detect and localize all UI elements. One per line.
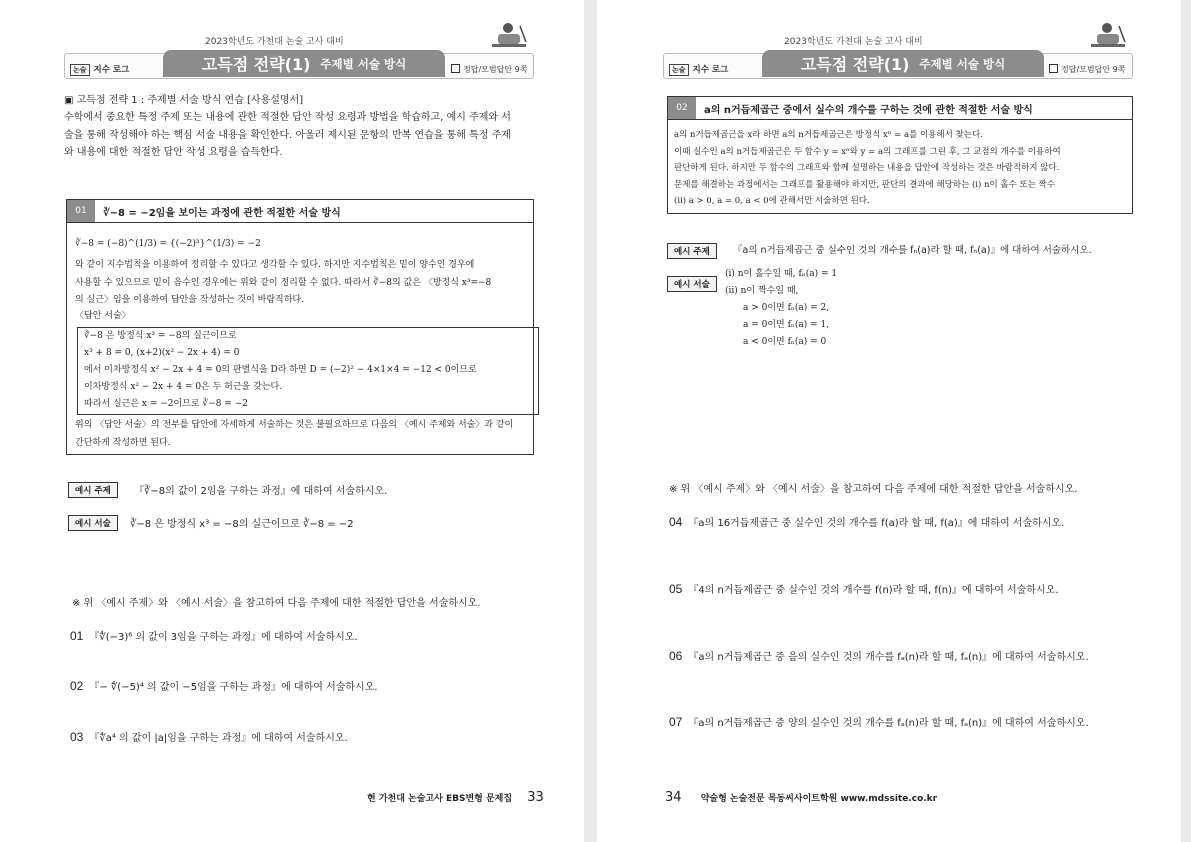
header-answer-ref: 정답/모범답안 9쪽 — [1049, 64, 1125, 75]
right-page — [597, 0, 1181, 842]
question-02: 02 『− ∜(−5)⁴ 의 값이 −5임을 구하는 과정』에 대하여 서술하시오. — [70, 679, 378, 693]
section-number: 02 — [668, 97, 696, 119]
section-01-explanation: 와 같이 지수법칙을 이용하여 정리할 수 있다고 생각할 수 있다. 하지만 지수법칙은 밑이 양수인 경우에 사용할 수 있으므로 밑이 음수인 경우에는 위와 같이 정리할 수 없다. 따라서 ∛−8의 값은 〈방정식 x³=−8 의 실근〉임을 이용하여 답안을 작성하는 것이 바람직하다. — [75, 260, 492, 305]
checkbox-icon — [451, 64, 460, 73]
checkbox-icon — [1049, 64, 1058, 73]
example-desc-label: 예시 서술 — [667, 276, 717, 292]
answer-box — [77, 327, 539, 415]
footer-text: 약술형 논술전문 목동씨사이트학원 www.mdssite.co.kr — [700, 794, 938, 804]
section-02-header — [668, 97, 1132, 120]
right-footer — [665, 790, 937, 805]
after-answer-text: 위의 〈답안 서술〉의 전부를 답안에 자세하게 서술하는 것은 불필요하므로 다음의 〈예시 주제와 서술〉과 같이 간단하게 작성하면 된다. — [75, 420, 514, 448]
header-title-tab — [762, 50, 1044, 77]
header-subtitle: 주제별 서술 방식 — [919, 56, 1006, 71]
student-illustration-icon — [1087, 20, 1129, 50]
example-desc-text: (ⅰ) n이 홀수일 때, fₙ(a) = 1 (ⅱ) n이 짝수일 때, a > 0이면 fₙ(a) = 2, a = 0이면 fₙ(a) = 1, a < 0이면 fₙ(a) = 0 — [725, 269, 838, 347]
example-topic-text: 『a의 n거듭제곱근 중 실수인 것의 개수를 fₙ(a)라 할 때, fₙ(a)』에 대하여 서술하시오. — [733, 245, 1092, 256]
section-02-explanation: a의 n거듭제곱근을 x라 하면 a의 n거듭제곱근은 방정식 xⁿ = a를 이용해서 찾는다. 이때 실수인 a의 n거듭제곱근은 두 함수 y = xⁿ와 y = a의 그래프를 그린 후, 그 교점의 개수를 이용하여 판단하게 된다. 하지만 두 함수의 그래프와 함께 설명하는 내용을 답안에 작성하는 것은 바람직하지 않다. 문제를 해결하는 과정에서는 그래프를 활용해야 하지만, 판단의 결과에 해당하는 (ⅰ) n이 홀수 또는 짝수 (ⅱ) a > 0, a = 0, a < 0에 관해서만 서술하면 된다. — [674, 130, 1061, 206]
page-number: 34 — [665, 790, 682, 805]
question-03: 03 『∜a⁴ 의 값이 |a|임을 구하는 과정』에 대하여 서술하시오. — [70, 730, 348, 744]
section-number: 01 — [67, 200, 95, 222]
section-01-box — [66, 199, 534, 455]
example-desc-text: ∛−8 은 방정식 x³ = −8의 실근이므로 ∛−8 = −2 — [130, 519, 354, 530]
answer-text: ∛−8 은 방정식 x³ = −8의 실근이므로 x³ + 8 = 0, (x+2)(x² − 2x + 4) = 0 에서 이차방정식 x² − 2x + 4 = 0의 판별식을 D라 하면 D = (−2)² − 4×1×4 = −12 < 0이므로 이차방정식 x² − 2x + 4 = 0은 두 허근을 갖는다. 따라서 실근은 x = −2이므로 ∛−8 = −2 — [84, 331, 477, 409]
header-title-tab — [163, 50, 445, 77]
example-topic-label: 예시 주제 — [667, 243, 717, 259]
header-answer-ref: 정답/모범답안 9쪽 — [451, 64, 527, 75]
header-title: 고득점 전략(1) — [800, 55, 910, 74]
header-tag: 논술 지수 로그 — [669, 63, 728, 76]
question-01: 01 『∜(−3)⁶ 의 값이 3임을 구하는 과정』에 대하여 서술하시오. — [70, 629, 358, 643]
section-02-box — [667, 96, 1133, 214]
section-title: ∛−8 = −2임을 보이는 과정에 관한 적절한 서술 방식 — [103, 207, 341, 219]
section-01-header — [67, 200, 533, 223]
question-06: 06 『a의 n거듭제곱근 중 음의 실수인 것의 개수를 fₐ(n)라 할 때, fₐ(n)』에 대하여 서술하시오. — [669, 649, 1089, 663]
page-number: 33 — [527, 790, 544, 805]
footer-text: 현 가천대 논술고사 EBS변형 문제집 — [367, 794, 513, 804]
header-top-text: 2023학년도 가천대 논술 고사 대비 — [205, 37, 344, 47]
instruction-note: ※ 위 〈예시 주제〉와 〈예시 서술〉을 참고하여 다음 주제에 대한 적절한 답안을 서술하시오. — [72, 598, 481, 609]
instruction-note: ※ 위 〈예시 주제〉와 〈예시 서술〉을 참고하여 다음 주제에 대한 적절한 답안을 서술하시오. — [669, 484, 1078, 495]
header-top-text: 2023학년도 가천대 논술 고사 대비 — [784, 37, 923, 47]
example-topic-text: 『∛−8의 값이 2임을 구하는 과정』에 대하여 서술하시오. — [134, 486, 388, 497]
section-title: a의 n거듭제곱근 중에서 실수의 개수를 구하는 것에 관한 적절한 서술 방식 — [704, 104, 1033, 116]
example-topic-label: 예시 주제 — [68, 482, 118, 498]
left-footer — [367, 790, 544, 805]
intro-paragraph: 수학에서 중요한 특정 주제 또는 내용에 관한 적절한 답안 작성 요령과 방법을 학습하고, 예시 주제와 서 술을 통해 작성해야 하는 핵심 서술 내용을 확인한다. 아울러 제시된 문항의 반복 연습을 통해 특정 주제 와 내용에 대한 적절한 답안 작성 요령을 습득한다. — [64, 112, 511, 158]
example-desc-label: 예시 서술 — [68, 515, 118, 531]
question-04: 04 『a의 16거듭제곱근 중 실수인 것의 개수를 f(a)라 할 때, f(a)』에 대하여 서술하시오. — [669, 515, 1065, 529]
formula-line: ∛−8 = (−8)^(1/3) = {(−2)³}^(1/3) = −2 — [75, 239, 261, 249]
intro-title: ▣ 고득점 전략 1 : 주제별 서술 방식 연습 [사용설명서] — [64, 95, 304, 106]
question-05: 05 『4의 n거듭제곱근 중 실수인 것의 개수를 f(n)라 할 때, f(n)』에 대하여 서술하시오. — [669, 582, 1059, 596]
question-07: 07 『a의 n거듭제곱근 중 양의 실수인 것의 개수를 fₐ(n)라 할 때, fₐ(n)』에 대하여 서술하시오. — [669, 715, 1089, 729]
answer-label: 〈답안 서술〉 — [75, 311, 131, 321]
header-tag: 논술 지수 로그 — [70, 63, 129, 76]
header-subtitle: 주제별 서술 방식 — [320, 56, 407, 71]
left-page — [0, 0, 584, 842]
student-illustration-icon — [488, 20, 530, 50]
header-title: 고득점 전략(1) — [201, 55, 311, 74]
